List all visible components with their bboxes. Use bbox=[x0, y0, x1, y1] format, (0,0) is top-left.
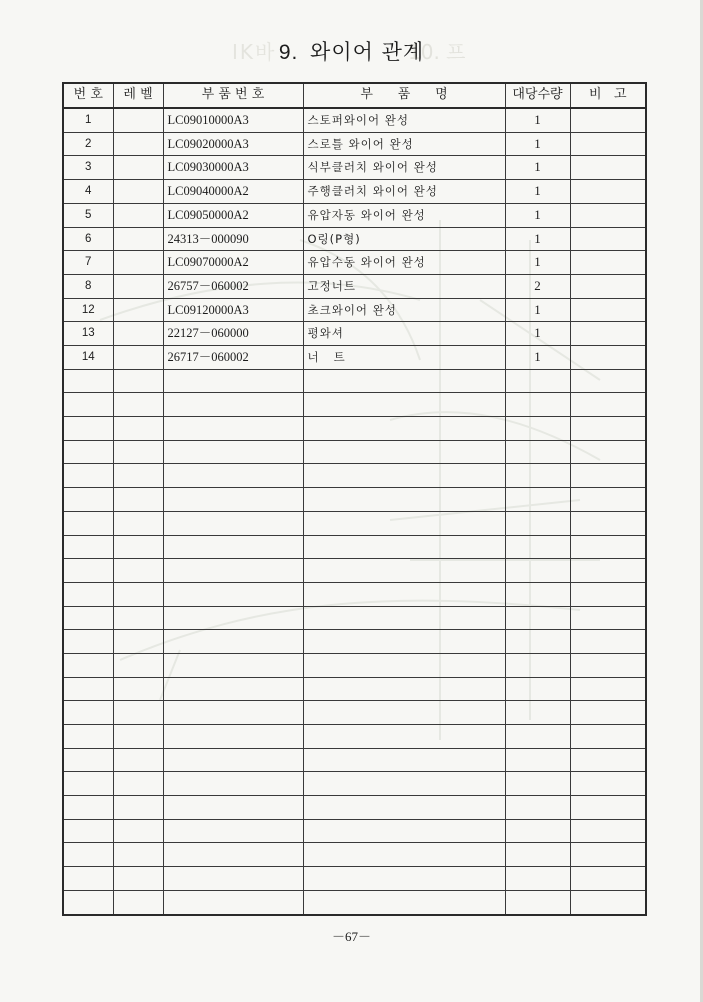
cell-part-name bbox=[303, 511, 505, 535]
cell-remark bbox=[570, 180, 646, 204]
cell-qty bbox=[505, 393, 570, 417]
section-number: 9. bbox=[278, 41, 299, 64]
empty-table-row bbox=[63, 819, 646, 843]
cell-remark bbox=[570, 274, 646, 298]
cell-no bbox=[63, 535, 113, 559]
cell-no: 3 bbox=[63, 156, 113, 180]
table-row bbox=[63, 203, 646, 227]
cell-qty bbox=[505, 511, 570, 535]
cell-remark bbox=[570, 559, 646, 583]
table-row bbox=[63, 346, 646, 370]
header-qty: 대당수량 bbox=[505, 83, 570, 108]
cell-level bbox=[113, 488, 163, 512]
empty-table-row bbox=[63, 725, 646, 749]
cell-remark bbox=[570, 772, 646, 796]
cell-no bbox=[63, 748, 113, 772]
table-header-row bbox=[63, 83, 646, 108]
cell-no: 6 bbox=[63, 227, 113, 251]
cell-part-number bbox=[163, 488, 303, 512]
header-remark: 비 고 bbox=[570, 83, 646, 108]
cell-no: 12 bbox=[63, 298, 113, 322]
cell-part-number bbox=[163, 677, 303, 701]
cell-part-name: 평와셔 bbox=[303, 322, 505, 346]
cell-part-name bbox=[303, 843, 505, 867]
cell-level bbox=[113, 582, 163, 606]
cell-qty: 1 bbox=[505, 346, 570, 370]
empty-table-row bbox=[63, 701, 646, 725]
cell-level bbox=[113, 819, 163, 843]
empty-table-row bbox=[63, 417, 646, 441]
cell-qty: 1 bbox=[505, 251, 570, 275]
cell-qty bbox=[505, 535, 570, 559]
cell-qty: 2 bbox=[505, 274, 570, 298]
cell-part-name bbox=[303, 559, 505, 583]
cell-no bbox=[63, 890, 113, 914]
cell-no bbox=[63, 819, 113, 843]
cell-qty bbox=[505, 582, 570, 606]
cell-part-number bbox=[163, 819, 303, 843]
cell-level bbox=[113, 701, 163, 725]
cell-part-name: 식부클러치 와이어 완성 bbox=[303, 156, 505, 180]
cell-no: 5 bbox=[63, 203, 113, 227]
cell-remark bbox=[570, 393, 646, 417]
cell-part-name bbox=[303, 417, 505, 441]
header-part-number: 부 품 번 호 bbox=[163, 83, 303, 108]
cell-level bbox=[113, 440, 163, 464]
cell-part-name bbox=[303, 488, 505, 512]
table-row bbox=[63, 156, 646, 180]
cell-no bbox=[63, 511, 113, 535]
cell-no bbox=[63, 772, 113, 796]
cell-qty bbox=[505, 369, 570, 393]
cell-qty: 1 bbox=[505, 203, 570, 227]
cell-remark bbox=[570, 417, 646, 441]
cell-part-name: 고정너트 bbox=[303, 274, 505, 298]
cell-qty bbox=[505, 796, 570, 820]
cell-qty: 1 bbox=[505, 180, 570, 204]
cell-part-name: 주행클러치 와이어 완성 bbox=[303, 180, 505, 204]
empty-table-row bbox=[63, 559, 646, 583]
cell-level bbox=[113, 298, 163, 322]
cell-level bbox=[113, 559, 163, 583]
cell-level bbox=[113, 725, 163, 749]
cell-part-name bbox=[303, 653, 505, 677]
cell-level bbox=[113, 772, 163, 796]
cell-remark bbox=[570, 867, 646, 891]
cell-no bbox=[63, 701, 113, 725]
cell-level bbox=[113, 274, 163, 298]
cell-level bbox=[113, 417, 163, 441]
cell-level bbox=[113, 464, 163, 488]
cell-no bbox=[63, 630, 113, 654]
cell-part-number: LC09050000A2 bbox=[163, 203, 303, 227]
cell-part-number: LC09020000A3 bbox=[163, 132, 303, 156]
cell-qty bbox=[505, 843, 570, 867]
cell-level bbox=[113, 251, 163, 275]
empty-table-row bbox=[63, 796, 646, 820]
cell-level bbox=[113, 535, 163, 559]
cell-remark bbox=[570, 796, 646, 820]
cell-part-number: 24313－000090 bbox=[163, 227, 303, 251]
cell-part-number: 26717－060002 bbox=[163, 346, 303, 370]
cell-remark bbox=[570, 890, 646, 914]
cell-part-number: LC09030000A3 bbox=[163, 156, 303, 180]
cell-no bbox=[63, 867, 113, 891]
empty-table-row bbox=[63, 488, 646, 512]
cell-qty: 1 bbox=[505, 132, 570, 156]
cell-qty bbox=[505, 677, 570, 701]
page-title bbox=[0, 36, 703, 66]
cell-no bbox=[63, 440, 113, 464]
cell-remark bbox=[570, 227, 646, 251]
cell-remark bbox=[570, 132, 646, 156]
cell-part-name bbox=[303, 440, 505, 464]
empty-table-row bbox=[63, 393, 646, 417]
cell-part-number: LC09010000A3 bbox=[163, 108, 303, 132]
cell-part-number bbox=[163, 559, 303, 583]
cell-qty bbox=[505, 488, 570, 512]
cell-qty bbox=[505, 630, 570, 654]
cell-level bbox=[113, 108, 163, 132]
cell-part-name: 스로틀 와이어 완성 bbox=[303, 132, 505, 156]
page-number: －67－ bbox=[331, 929, 371, 944]
cell-level bbox=[113, 606, 163, 630]
cell-level bbox=[113, 346, 163, 370]
header-level: 레 벨 bbox=[113, 83, 163, 108]
cell-remark bbox=[570, 725, 646, 749]
cell-remark bbox=[570, 511, 646, 535]
cell-qty: 1 bbox=[505, 322, 570, 346]
cell-part-number: LC09070000A2 bbox=[163, 251, 303, 275]
empty-table-row bbox=[63, 653, 646, 677]
table-row bbox=[63, 227, 646, 251]
cell-remark bbox=[570, 440, 646, 464]
cell-part-number bbox=[163, 843, 303, 867]
cell-level bbox=[113, 393, 163, 417]
empty-table-row bbox=[63, 369, 646, 393]
parts-table bbox=[62, 82, 647, 916]
cell-part-name bbox=[303, 725, 505, 749]
cell-remark bbox=[570, 677, 646, 701]
cell-no: 13 bbox=[63, 322, 113, 346]
empty-table-row bbox=[63, 464, 646, 488]
table-row bbox=[63, 180, 646, 204]
cell-qty: 1 bbox=[505, 227, 570, 251]
empty-table-row bbox=[63, 582, 646, 606]
cell-level bbox=[113, 369, 163, 393]
cell-no bbox=[63, 582, 113, 606]
cell-level bbox=[113, 796, 163, 820]
bleed-through-text-right: 10. 프 bbox=[408, 40, 466, 64]
cell-part-name: O링(P형) bbox=[303, 227, 505, 251]
cell-part-name bbox=[303, 819, 505, 843]
cell-part-number: 26757－060002 bbox=[163, 274, 303, 298]
cell-part-name bbox=[303, 772, 505, 796]
cell-remark bbox=[570, 346, 646, 370]
cell-level bbox=[113, 630, 163, 654]
header-no: 번 호 bbox=[63, 83, 113, 108]
empty-table-row bbox=[63, 535, 646, 559]
table-row bbox=[63, 322, 646, 346]
cell-qty bbox=[505, 464, 570, 488]
cell-part-name bbox=[303, 535, 505, 559]
cell-part-name bbox=[303, 393, 505, 417]
empty-table-row bbox=[63, 606, 646, 630]
empty-table-row bbox=[63, 630, 646, 654]
cell-qty bbox=[505, 417, 570, 441]
cell-qty bbox=[505, 819, 570, 843]
section-title: 와이어 관계 bbox=[310, 40, 425, 64]
cell-qty bbox=[505, 440, 570, 464]
cell-remark bbox=[570, 819, 646, 843]
cell-qty: 1 bbox=[505, 156, 570, 180]
cell-no: 4 bbox=[63, 180, 113, 204]
cell-no bbox=[63, 464, 113, 488]
cell-level bbox=[113, 653, 163, 677]
cell-qty: 1 bbox=[505, 108, 570, 132]
cell-part-name bbox=[303, 464, 505, 488]
cell-part-number bbox=[163, 772, 303, 796]
cell-part-number bbox=[163, 630, 303, 654]
cell-part-name bbox=[303, 748, 505, 772]
empty-table-row bbox=[63, 867, 646, 891]
cell-part-number bbox=[163, 511, 303, 535]
cell-remark bbox=[570, 203, 646, 227]
cell-part-number bbox=[163, 725, 303, 749]
cell-part-number bbox=[163, 748, 303, 772]
cell-part-number bbox=[163, 417, 303, 441]
cell-remark bbox=[570, 251, 646, 275]
cell-remark bbox=[570, 843, 646, 867]
cell-part-name: 유압수동 와이어 완성 bbox=[303, 251, 505, 275]
cell-part-name: 초크와이어 완성 bbox=[303, 298, 505, 322]
cell-level bbox=[113, 203, 163, 227]
cell-qty bbox=[505, 867, 570, 891]
cell-level bbox=[113, 180, 163, 204]
cell-part-name: 스토퍼와이어 완성 bbox=[303, 108, 505, 132]
cell-part-name bbox=[303, 890, 505, 914]
header-part-name: 부 품 명 bbox=[303, 83, 505, 108]
cell-remark bbox=[570, 748, 646, 772]
cell-level bbox=[113, 227, 163, 251]
cell-qty bbox=[505, 559, 570, 583]
cell-level bbox=[113, 132, 163, 156]
cell-no bbox=[63, 725, 113, 749]
empty-table-row bbox=[63, 843, 646, 867]
cell-qty bbox=[505, 606, 570, 630]
cell-no: 8 bbox=[63, 274, 113, 298]
cell-part-number: 22127－060000 bbox=[163, 322, 303, 346]
cell-part-name bbox=[303, 701, 505, 725]
cell-qty bbox=[505, 701, 570, 725]
cell-level bbox=[113, 748, 163, 772]
empty-table-row bbox=[63, 772, 646, 796]
cell-remark bbox=[570, 156, 646, 180]
table-row bbox=[63, 108, 646, 132]
cell-qty bbox=[505, 890, 570, 914]
cell-part-number bbox=[163, 393, 303, 417]
cell-part-name bbox=[303, 677, 505, 701]
cell-qty bbox=[505, 653, 570, 677]
table-row bbox=[63, 274, 646, 298]
table-row bbox=[63, 298, 646, 322]
cell-part-number bbox=[163, 440, 303, 464]
cell-remark bbox=[570, 108, 646, 132]
cell-remark bbox=[570, 606, 646, 630]
cell-no bbox=[63, 559, 113, 583]
cell-qty bbox=[505, 725, 570, 749]
cell-part-number bbox=[163, 796, 303, 820]
cell-no bbox=[63, 369, 113, 393]
cell-part-number bbox=[163, 701, 303, 725]
cell-part-name bbox=[303, 582, 505, 606]
cell-part-name bbox=[303, 630, 505, 654]
empty-table-row bbox=[63, 511, 646, 535]
cell-part-name bbox=[303, 606, 505, 630]
cell-no bbox=[63, 677, 113, 701]
cell-remark bbox=[570, 535, 646, 559]
cell-no: 1 bbox=[63, 108, 113, 132]
cell-part-name bbox=[303, 369, 505, 393]
cell-no bbox=[63, 606, 113, 630]
cell-no bbox=[63, 417, 113, 441]
empty-table-row bbox=[63, 748, 646, 772]
cell-no bbox=[63, 653, 113, 677]
cell-level bbox=[113, 511, 163, 535]
cell-remark bbox=[570, 630, 646, 654]
cell-no: 7 bbox=[63, 251, 113, 275]
cell-level bbox=[113, 156, 163, 180]
cell-no bbox=[63, 488, 113, 512]
cell-remark bbox=[570, 369, 646, 393]
cell-part-number bbox=[163, 535, 303, 559]
cell-part-name bbox=[303, 796, 505, 820]
cell-no: 2 bbox=[63, 132, 113, 156]
cell-level bbox=[113, 677, 163, 701]
cell-qty bbox=[505, 748, 570, 772]
cell-part-name bbox=[303, 867, 505, 891]
empty-table-row bbox=[63, 890, 646, 914]
cell-part-number bbox=[163, 890, 303, 914]
empty-table-row bbox=[63, 677, 646, 701]
table-row bbox=[63, 132, 646, 156]
cell-remark bbox=[570, 701, 646, 725]
cell-qty bbox=[505, 772, 570, 796]
cell-part-number bbox=[163, 867, 303, 891]
cell-part-number bbox=[163, 653, 303, 677]
cell-part-number bbox=[163, 369, 303, 393]
cell-part-number bbox=[163, 606, 303, 630]
cell-part-name: 너 트 bbox=[303, 346, 505, 370]
cell-part-name: 유압자동 와이어 완성 bbox=[303, 203, 505, 227]
cell-remark bbox=[570, 582, 646, 606]
cell-qty: 1 bbox=[505, 298, 570, 322]
cell-remark bbox=[570, 464, 646, 488]
cell-part-number: LC09040000A2 bbox=[163, 180, 303, 204]
cell-no bbox=[63, 843, 113, 867]
cell-no bbox=[63, 393, 113, 417]
cell-level bbox=[113, 843, 163, 867]
cell-part-number bbox=[163, 582, 303, 606]
cell-no: 14 bbox=[63, 346, 113, 370]
cell-level bbox=[113, 890, 163, 914]
cell-part-number: LC09120000A3 bbox=[163, 298, 303, 322]
cell-part-number bbox=[163, 464, 303, 488]
cell-remark bbox=[570, 322, 646, 346]
empty-table-row bbox=[63, 440, 646, 464]
cell-no bbox=[63, 796, 113, 820]
cell-remark bbox=[570, 653, 646, 677]
cell-level bbox=[113, 322, 163, 346]
cell-remark bbox=[570, 488, 646, 512]
bleed-through-text-left: IK바 bbox=[232, 40, 277, 64]
cell-level bbox=[113, 867, 163, 891]
table-row bbox=[63, 251, 646, 275]
cell-remark bbox=[570, 298, 646, 322]
